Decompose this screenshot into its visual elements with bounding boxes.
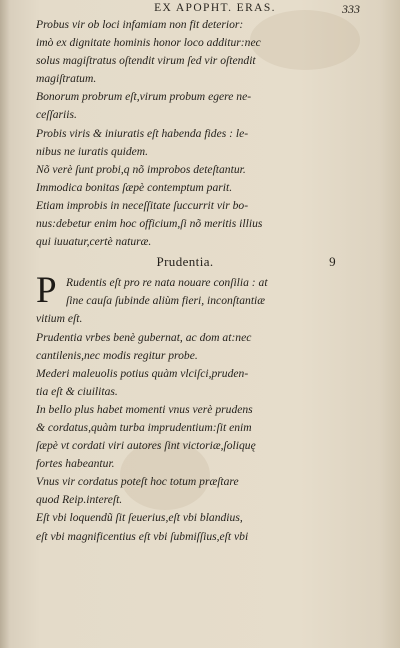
running-header: EX APOPHT. ERAS. [154,2,276,14]
paragraph [36,401,334,473]
text-line: Prudentia vrbes benè gubernat, ac dom at:nec [36,330,252,344]
text-line: Probis viris & iniuratis eſt habenda fides : le- [36,126,249,140]
paragraph [36,179,334,197]
text-line: Eſt vbi loquendũ ſit ſeuerius,eſt vbi blandius, [36,511,243,525]
text-line: ſæpè vt cordati viri autores ſint victoriæ,ſoliquę [36,439,256,453]
text-line: Vnus vir cordatus poteſt hoc totum præſtare [36,475,239,489]
section-number: 9 [329,254,336,270]
paragraph [36,161,334,179]
text-line: nus:debetur enim hoc officium,ſi nõ meritis illius [36,217,263,231]
text-line: Probus vir ob loci infamiam non fit deterior: [36,18,244,31]
text-line: ceſſariis. [36,108,77,122]
text-line: Nõ verè ſunt probi,q nõ improbos deteſtantur. [36,162,246,176]
page-number: 333 [342,2,360,16]
text-line: ſine cauſa ſubinde aliùm fieri, inconſtantiæ [66,294,266,308]
drop-capital: P [36,270,57,312]
text-line: & cordatus,quàm turba imprudentium:ſit enim [36,420,252,434]
paragraph [36,125,334,161]
paragraphs-after-section [36,329,334,546]
text-line: Immodica bonitas ſæpè contemptum parit. [36,180,233,194]
section-heading [36,253,334,272]
paragraph [36,365,334,401]
text-line: imò ex dignitate hominis honor loco additur:nec [36,36,261,50]
text-line: vitium eſt. [36,312,83,326]
text-line: Etiam improbis in neceſſitate ſuccurrit vir bo- [36,198,249,212]
paragraph [36,509,334,545]
text-line: magiſtratum. [36,72,97,86]
paragraph [36,16,334,88]
paragraph [36,88,334,124]
text-line: Bonorum probrum eſt,virum probum egere ne- [36,90,252,104]
text-line: qui iuuatur,certè naturæ. [36,235,152,249]
text-line: Rudentis eſt pro re nata nouare conſilia : at [66,276,268,290]
text-line: solus magiſtratus oſtendit virum ſed vir oſtendit [36,54,256,68]
text-line: nibus ne iuratis quidem. [36,144,149,158]
text-line: fortes habeantur. [36,457,115,471]
text-line: tia eſt & ciuilitas. [36,384,118,398]
paragraphs-before-section [36,16,334,251]
text-line: quod Reip.intereſt. [36,493,123,507]
main-text-block [36,16,334,546]
paragraph [36,473,334,509]
first-paragraph [36,270,334,328]
paragraph [36,197,334,251]
section-title: Prudentia. [156,254,214,270]
text-line: Mederi maleuolis potius quàm vlciſci,pruden- [36,366,249,380]
text-line: In bello plus habet momenti vnus verè prudens [36,402,253,416]
text-line: cantilenis,nec modis regitur probe. [36,348,198,362]
paragraph [36,329,334,365]
text-line: eſt vbi magnificentius eſt vbi ſubmiſſius,eſt vbi [36,529,249,543]
